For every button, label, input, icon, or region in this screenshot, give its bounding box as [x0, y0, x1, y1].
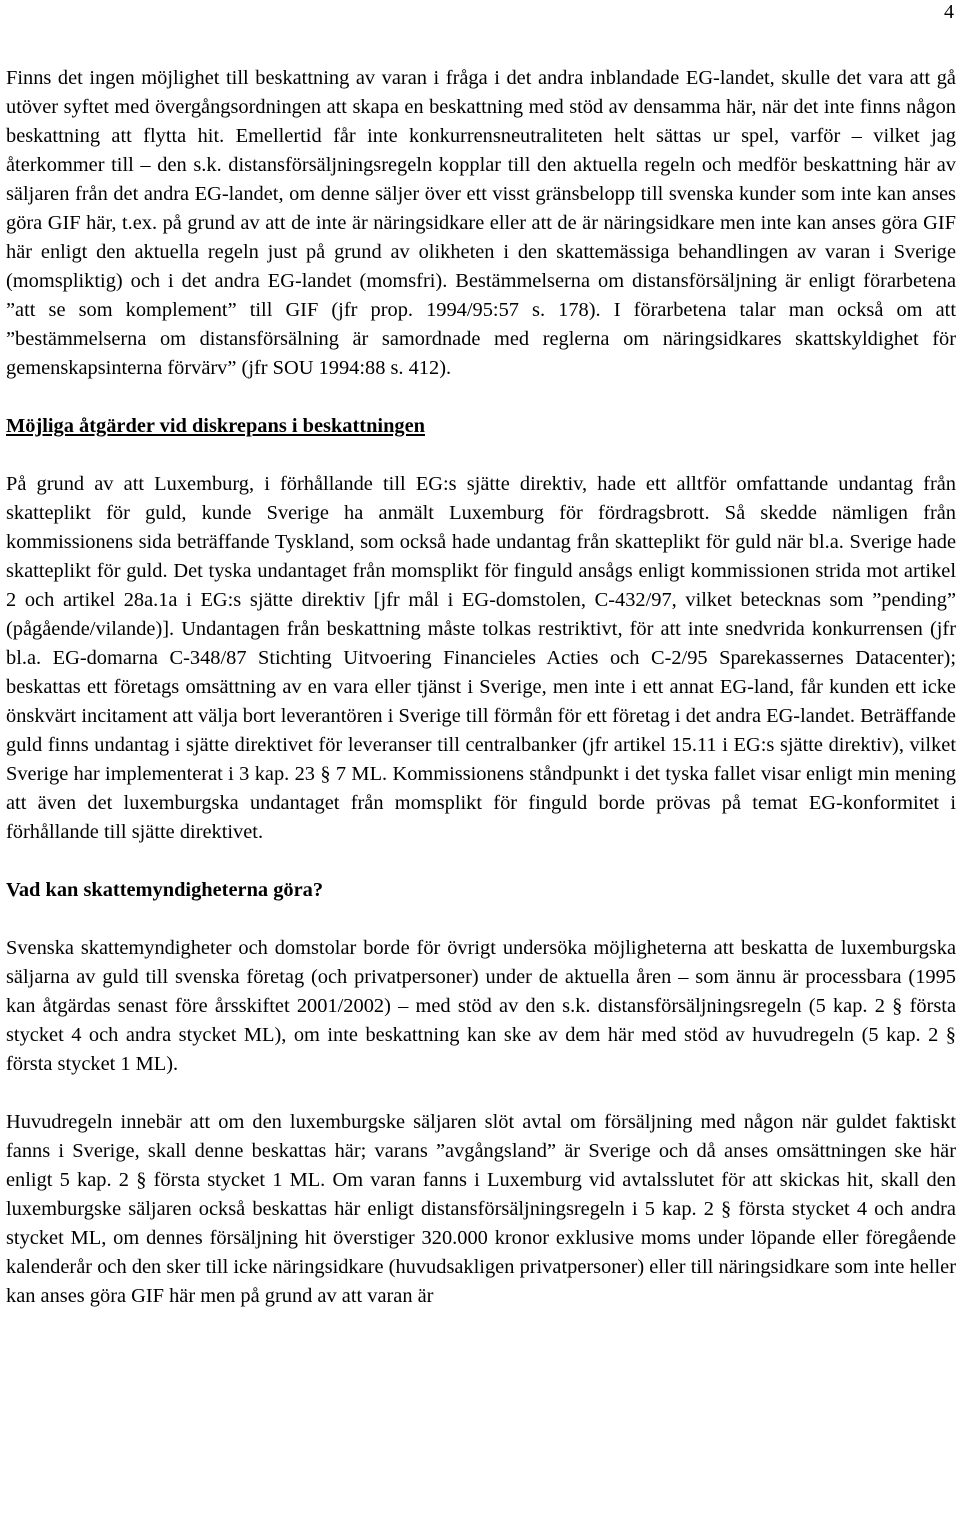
section-heading-mojliga-atgarder: Möjliga åtgärder vid diskrepans i beskattningen: [6, 415, 426, 437]
paragraph-luxemburg: På grund av att Luxemburg, i förhållande till EG:s sjätte direktiv, hade ett alltför omfattande undantag från skatteplikt för guld, kunde Sverige ha anmält Luxemburg för fördragsbrott. Så skedde nämligen från kommissionens sida beträffande Tyskland, som också hade undantag från skatteplikt för guld när bl.a. Sverige hade skatteplikt för guld. Det tyska undantaget från momsplikt för finguld ansågs enligt kommissionen strida mot artikel 2 och artikel 28a.1a i EG:s sjätte direktiv [jfr mål i EG-domstolen, C-432/97, vilket betecknas som ”pending” (pågående/vilande)]. Undantagen från beskattning måste tolkas restriktivt, för att inte snedvrida konkurrensen (jfr bl.a. EG-domarna C-348/87 Stichting Uitvoering Financieles Acties och C-2/95 Sparekassernes Datacenter); beskattas ett företags omsättning av en vara eller tjänst i Sverige, men inte i ett annat EG-land, får kunden ett icke önskvärt incitament att välja bort leverantören i Sverige till förmån för ett företag i det andra EG-landet. Beträffande guld finns undantag i sjätte direktivet för leveranser till centralbanker (jfr artikel 15.11 i EG:s sjätte direktiv), vilket Sverige har implementerat i 3 kap. 23 § 7 ML. Kommissionens ståndpunkt i det tyska fallet visar enligt min mening att även det luxemburgska undantaget från momsplikt för finguld borde prövas på temat EG-konformitet i förhållande till sjätte direktivet.: [6, 473, 956, 843]
section-heading-skattemyndigheterna: Vad kan skattemyndigheterna göra?: [6, 879, 324, 901]
page-number: 4: [944, 1, 954, 23]
spacer: [6, 1079, 956, 1108]
paragraph-distansforsaljning: Finns det ingen möjlighet till beskattning av varan i fråga i det andra inblandade EG-landet, skulle det vara att gå utöver syftet med övergångsordningen att skapa en beskattning med stöd av densamma här, när det inte finns någon beskattning att flytta hit. Emellertid får inte konkurrensneutraliteten helt sättas ur spel, varför – vilket jag återkommer till – den s.k. distansförsäljningsregeln kopplar till den aktuella regeln och medför beskattning här av säljaren från det andra EG-landet, om denne säljer över ett visst gränsbelopp till svenska kunder som inte kan anses göra GIF här, t.ex. på grund av att de inte är näringsidkare eller att de är näringsidkare men inte kan anses göra GIF här enligt den aktuella regeln just på grund av olikheten i den skattemässiga behandlingen av varan i Sverige (momspliktig) och i det andra EG-landet (momsfri). Bestämmelserna om distansförsäljning är enligt förarbetena ”att se som komplement” till GIF (jfr prop. 1994/95:57 s. 178). I förarbetena talar man också om att ”bestämmelserna om distansförsälning är samordnade med reglerna om näringsidkares skattskyldighet för gemenskapsinterna förvärv” (jfr SOU 1994:88 s. 412).: [6, 67, 956, 379]
paragraph-huvudregeln: Huvudregeln innebär att om den luxemburgske säljaren slöt avtal om försäljning med någon när guldet faktiskt fanns i Sverige, skall denne beskattas här; varans ”avgångsland” är Sverige och då anses omsättningen ske här enligt 5 kap. 2 § första stycket 1 ML. Om varan fanns i Luxemburg vid avtalsslutet för att skickas hit, skall den luxemburgske säljaren också beskattas här enligt distansförsäljningsregeln i 5 kap. 2 § första stycket 4 och andra stycket ML, om dennes försäljning hit överstiger 320.000 kronor exklusive moms under löpande eller föregående kalenderår och den sker till icke näringsidkare (huvudsakligen privatpersoner) eller till näringsidkare som inte heller kan anses göra GIF här men på grund av att varan är: [6, 1111, 956, 1307]
spacer: [6, 905, 956, 934]
document-body: [6, 64, 956, 1311]
spacer: [6, 383, 956, 412]
spacer: [6, 441, 956, 470]
paragraph-svenska-skattemyndigheter: Svenska skattemyndigheter och domstolar borde för övrigt undersöka möjligheterna att beskatta de luxemburgska säljarna av guld till svenska företag (och privatpersoner) under de aktuella åren – som ännu är processbara (1995 kan åtgärdas senast före årsskiftet 2001/2002) – med stöd av den s.k. distansförsäljningsregeln (5 kap. 2 § första stycket 4 och andra stycket ML), om inte beskattning kan ske av dem här med stöd av huvudregeln (5 kap. 2 § första stycket 1 ML).: [6, 937, 956, 1075]
spacer: [6, 847, 956, 876]
